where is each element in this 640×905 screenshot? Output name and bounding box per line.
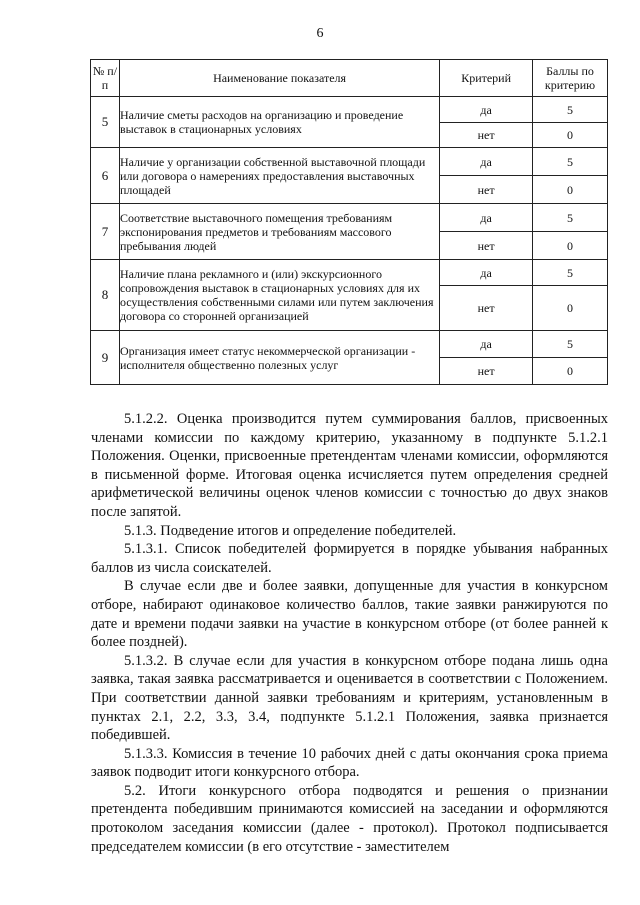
criterion-yes: да <box>440 97 533 123</box>
paragraph-5-1-2-2: 5.1.2.2. Оценка производится путем суммирования баллов, присвоенных членами комиссии по каждому критерию, указанному в подпункте 5.1.2.1 Положения. Оценки, присвоенные претендентам членами комиссии, оформляются в письменной форме. Итоговая оценка исчисляется путем определения средней арифметической величины оценок членов комиссии с точностью до двух знаков после запятой. <box>91 411 608 520</box>
criteria-table <box>90 59 608 385</box>
criterion-yes: да <box>440 331 533 358</box>
paragraph-equal-scores: В случае если две и более заявки, допущенные для участия в конкурсном отборе, набирают одинаковое количество баллов, такие заявки ранжируются по дате и времени подачи заявки на участие в конкурсном отборе (от более ранней к более поздней). <box>91 578 608 651</box>
header-score: Баллы по критерию <box>533 60 608 97</box>
body-text <box>91 410 608 856</box>
score-no: 0 <box>533 232 608 260</box>
score-no: 0 <box>533 286 608 331</box>
header-criterion: Критерий <box>440 60 533 97</box>
score-no: 0 <box>533 123 608 148</box>
criterion-yes: да <box>440 148 533 176</box>
table-row <box>91 331 608 358</box>
row-indicator: Организация имеет статус некоммерческой организации - исполнителя общественно полезных услуг <box>119 331 439 385</box>
criterion-yes: да <box>440 204 533 232</box>
row-number: 5 <box>91 97 120 148</box>
table-row <box>91 204 608 232</box>
header-num: № п/п <box>91 60 120 97</box>
criterion-no: нет <box>440 123 533 148</box>
paragraph-5-1-3-2: 5.1.3.2. В случае если для участия в конкурсном отборе подана лишь одна заявка, такая заявка рассматривается и оценивается в соответствии с Положением. При соответствии данной заявки требованиям и критериям, установленным в пунктах 2.1, 2.2, 3.3, 3.4, подпункте 5.1.2.1 Положения, заявка признается победившей. <box>91 652 608 744</box>
score-yes: 5 <box>533 260 608 286</box>
score-no: 0 <box>533 358 608 385</box>
paragraph-5-1-3-3: 5.1.3.3. Комиссия в течение 10 рабочих дней с даты окончания срока приема заявок подводит итоги конкурсного отбора. <box>91 745 608 781</box>
score-yes: 5 <box>533 204 608 232</box>
row-indicator: Наличие плана рекламного и (или) экскурсионного сопровождения выставок в стационарных условиях для их осуществления собственными силами или путем заключения договора со сторонней организацией <box>119 260 439 331</box>
table-row <box>91 97 608 123</box>
page-number: 6 <box>316 26 324 41</box>
row-number: 6 <box>91 148 120 204</box>
table-row <box>91 260 608 286</box>
paragraph-5-1-3: 5.1.3. Подведение итогов и определение победителей. <box>124 522 457 539</box>
criterion-no: нет <box>440 232 533 260</box>
row-indicator: Наличие сметы расходов на организацию и проведение выставок в стационарных условиях <box>119 97 439 148</box>
row-number: 9 <box>91 331 120 385</box>
paragraph-5-2: 5.2. Итоги конкурсного отбора подводятся и решения о признании претендента победившим принимаются комиссией на заседании и оформляются протоколом заседания комиссии (далее - протокол). Протокол подписывается председателем комиссии (в его отсутствие - заместителем <box>91 782 608 855</box>
table-row <box>91 148 608 176</box>
row-number: 7 <box>91 204 120 260</box>
criterion-no: нет <box>440 176 533 204</box>
score-yes: 5 <box>533 148 608 176</box>
criterion-yes: да <box>440 260 533 286</box>
header-name: Наименование показателя <box>119 60 439 97</box>
score-yes: 5 <box>533 331 608 358</box>
table-header-row <box>91 60 608 97</box>
row-indicator: Наличие у организации собственной выставочной площади или договора о намерениях предоставления выставочных площадей <box>119 148 439 204</box>
criterion-no: нет <box>440 358 533 385</box>
criterion-no: нет <box>440 286 533 331</box>
paragraph-5-1-3-1: 5.1.3.1. Список победителей формируется в порядке убывания набранных баллов из числа соискателей. <box>91 541 608 576</box>
row-number: 8 <box>91 260 120 331</box>
score-yes: 5 <box>533 97 608 123</box>
row-indicator: Соответствие выставочного помещения требованиям экспонирования предметов и требованиям массового пребывания людей <box>119 204 439 260</box>
score-no: 0 <box>533 176 608 204</box>
